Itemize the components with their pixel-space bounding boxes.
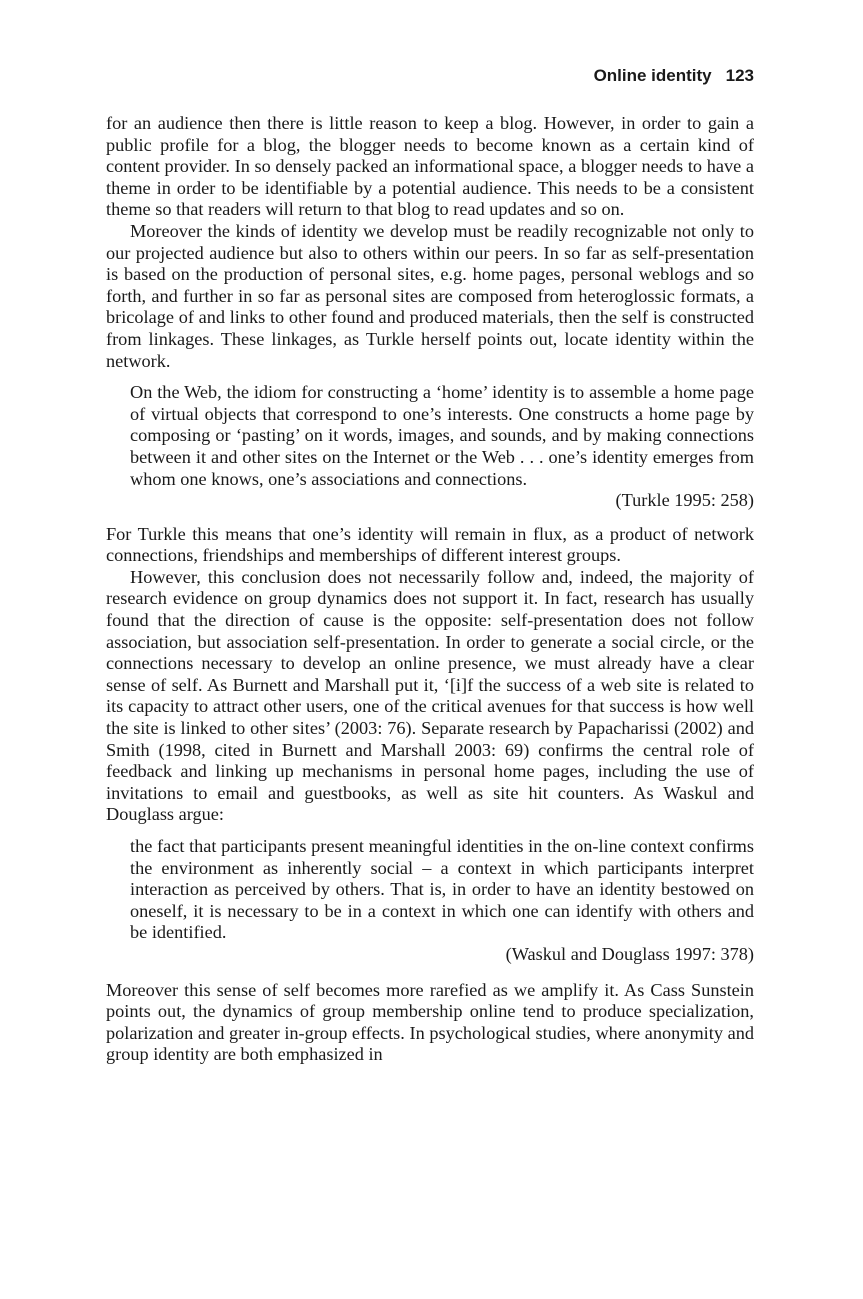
quote-text: On the Web, the idiom for constructing a ‘home’ identity is to assemble a home page of virtual objects that correspond to one’s interests. One constructs a home page by composing or ‘pasting’ on it words, images, and sounds, and by making connections between it and other sites on the Internet or the Web . . . one’s identity emerges from whom one knows, one’s associations and connections.: [130, 382, 754, 489]
quote-citation: (Turkle 1995: 258): [615, 490, 754, 511]
paragraph-continued: for an audience then there is little reason to keep a blog. However, in order to gain a public profile for a blog, the blogger needs to become known as a certain kind of content provider. In so densely packed an informational space, a blogger needs to have a theme in order to be identifiable by a potential audience. This needs to be a consistent theme so that readers will return to that blog to read updates and so on.: [106, 113, 754, 220]
quote-text: the fact that participants present meaningful identities in the on-line context confirms the environment as inherently social – a context in which participants interpret interaction as perceived by others. That is, in order to have an identity bestowed on oneself, it is necessary to be in a context in which one can identify with others and be identified.: [130, 836, 754, 943]
quote-citation: (Waskul and Douglass 1997: 378): [505, 943, 754, 964]
block-quote-waskul: [130, 836, 754, 966]
block-quote-turkle: [130, 382, 754, 512]
running-header: [106, 66, 754, 86]
paragraph: Moreover the kinds of identity we develop must be readily recognizable not only to our projected audience but also to others within our peers. In so far as self-presentation is based on the production of personal sites, e.g. home pages, personal weblogs and so forth, and further in so far as personal sites are composed from heteroglossic formats, a bricolage of and links to other found and produced materials, then the self is constructed from linkages. These linkages, as Turkle herself points out, locate identity within the network.: [106, 220, 754, 371]
paragraph: Moreover this sense of self becomes more rarefied as we amplify it. As Cass Sunstein points out, the dynamics of group membership online tend to produce specialization, polarization and greater in-group effects. In psychological studies, where anonymity and group identity are both emphasized in: [106, 979, 754, 1065]
paragraph: However, this conclusion does not necessarily follow and, indeed, the majority of research evidence on group dynamics does not support it. In fact, research has usually found that the direction of cause is the opposite: self-presentation does not follow association, but association self-presentation. In order to generate a social circle, or the connections necessary to develop an online presence, we must already have a clear sense of self. As Burnett and Marshall put it, ‘[i]f the success of a web site is related to its capacity to attract other users, one of the critical avenues for that success is how well the site is linked to other sites’ (2003: 76). Separate research by Papacharissi (2002) and Smith (1998, cited in Burnett and Marshall 2003: 69) confirms the central role of feedback and linking up mechanisms in personal home pages, including the use of invitations to email and guestbooks, as well as site hit counters. As Waskul and Douglass argue:: [106, 566, 754, 825]
running-title: Online identity: [593, 66, 712, 85]
page-number: 123: [725, 66, 754, 85]
paragraph: For Turkle this means that one’s identity will remain in flux, as a product of network connections, friendships and memberships of different interest groups.: [106, 523, 754, 566]
page-body: [106, 113, 754, 1066]
